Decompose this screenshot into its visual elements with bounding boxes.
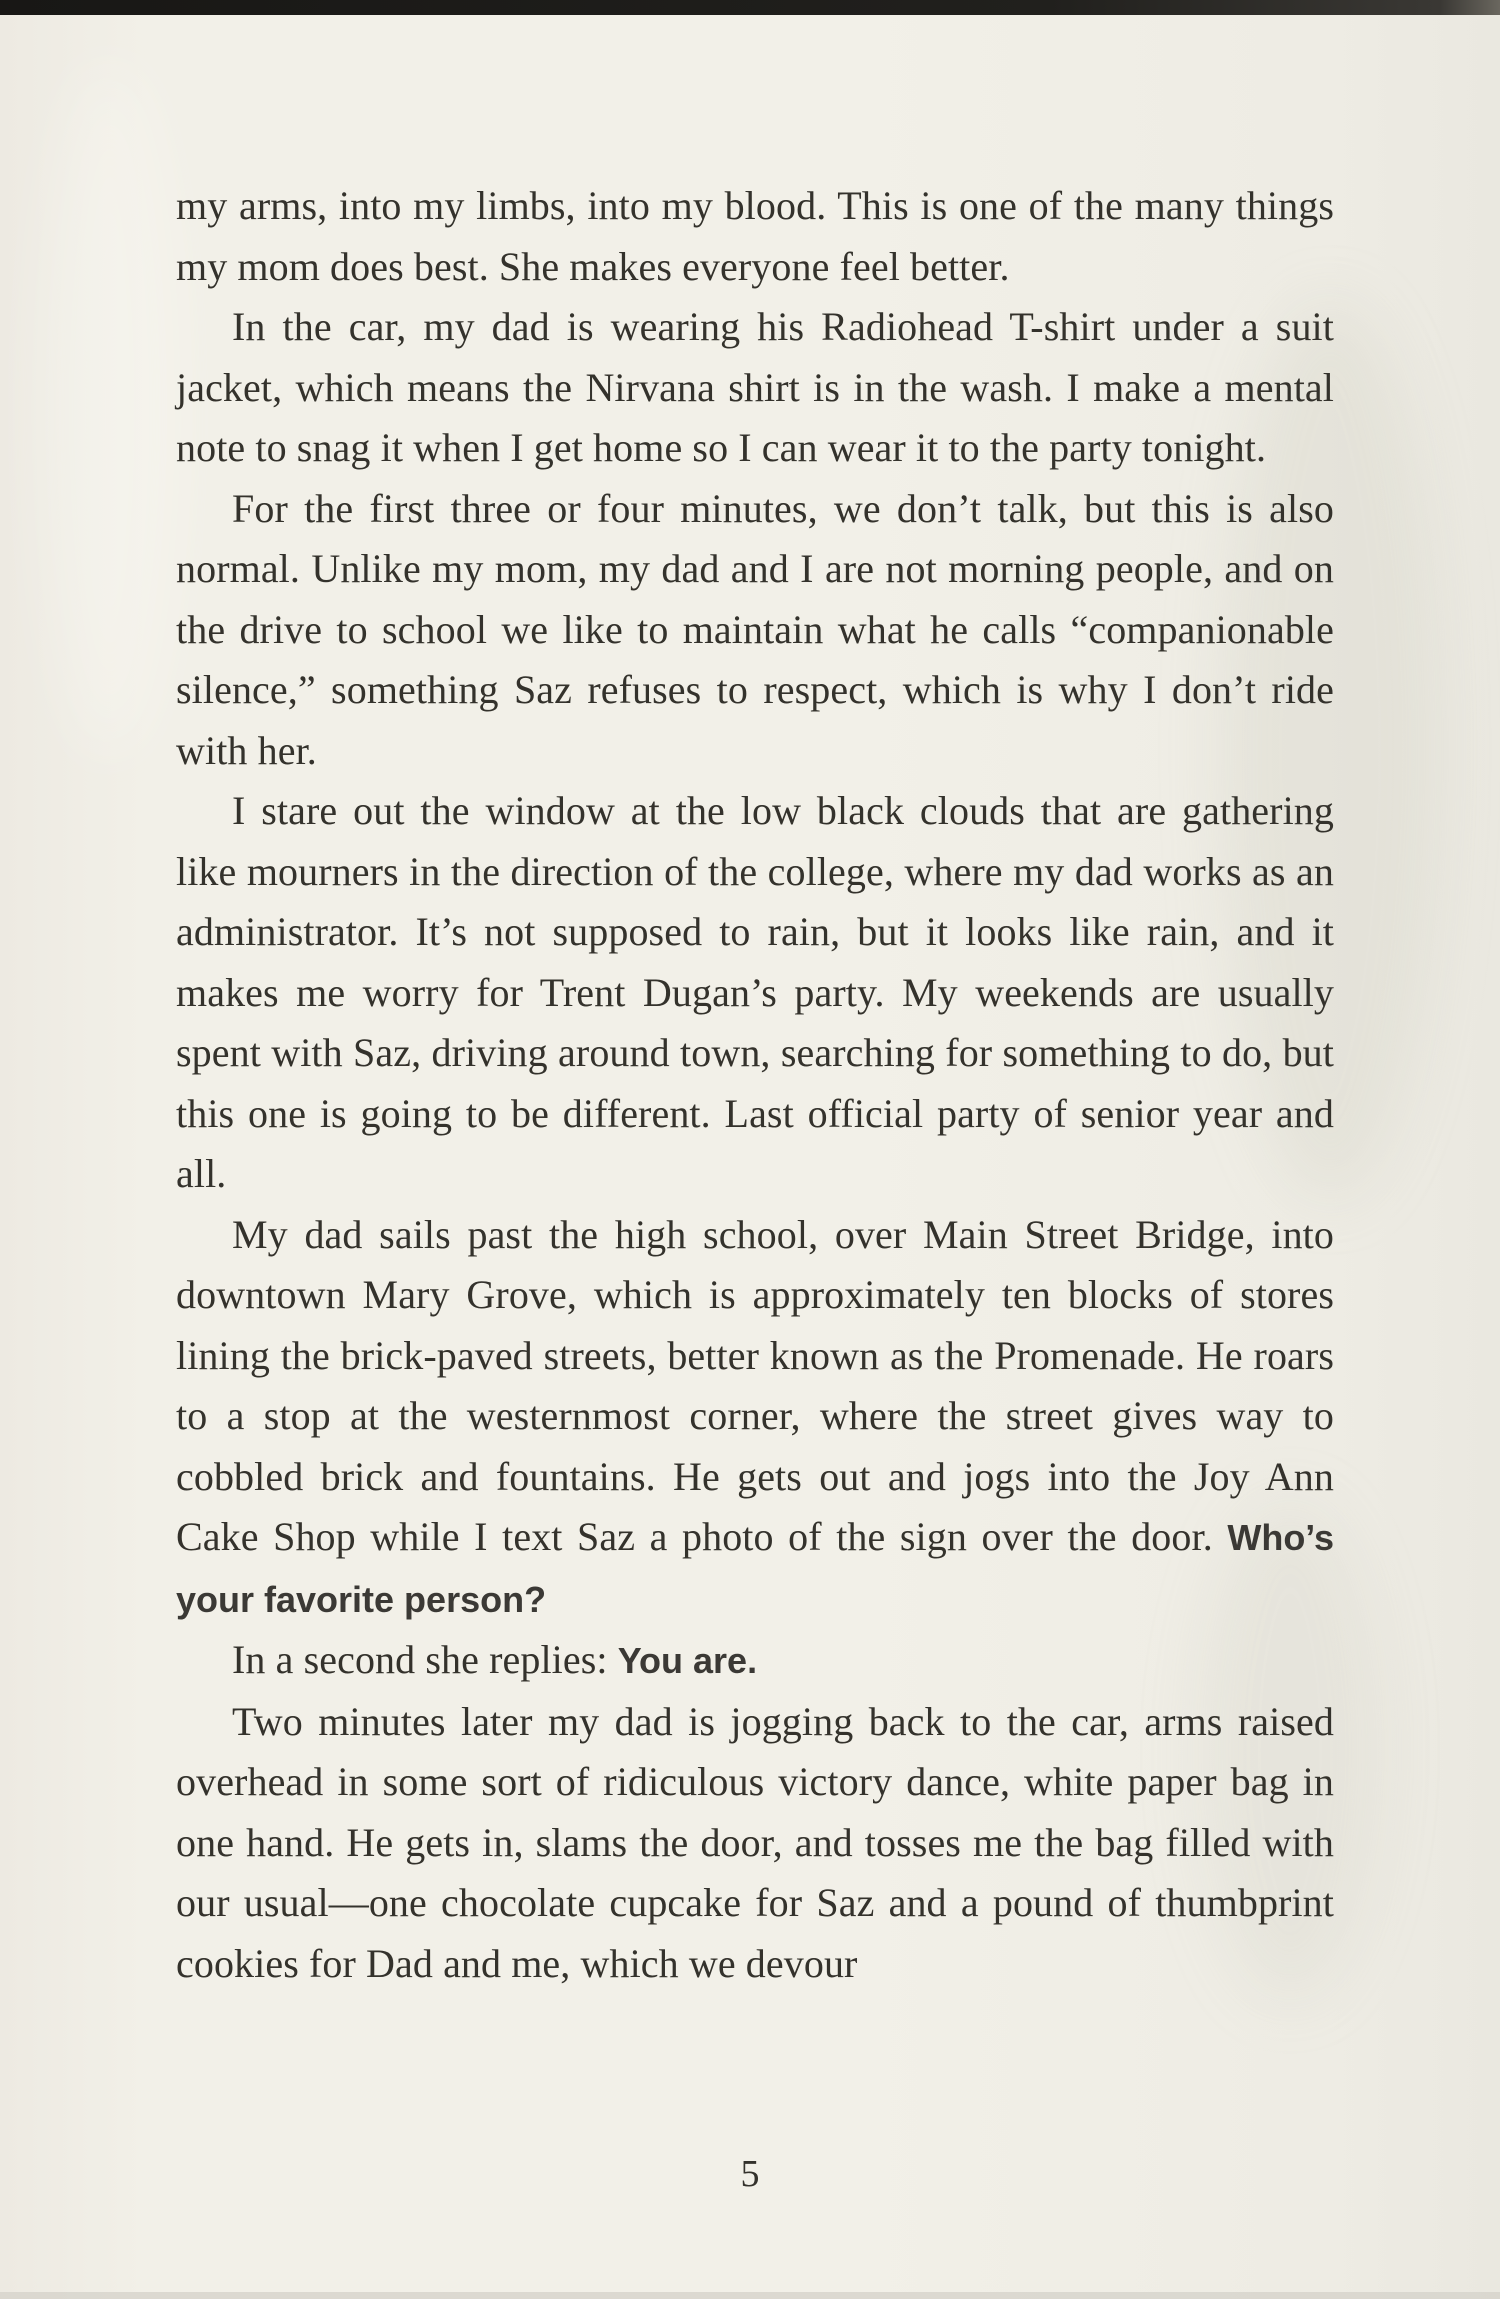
message-text: You are.	[617, 1640, 758, 1681]
scan-edge-bottom	[0, 2292, 1500, 2299]
paragraph	[176, 297, 1334, 479]
paragraph	[176, 176, 1334, 297]
scan-edge-top	[0, 0, 1500, 15]
text-segment: My dad sails past the high school, over Main Street Bridge, into downtown Mary Grove, which is approximately ten blocks of stores lining the brick-paved streets, better known as the Promenade. He roars to a stop at the westernmost corner, where the street gives way to cobbled brick and fountains. He gets out and jogs into the Joy Ann Cake Shop while I text Saz a photo of the sign over the door.	[176, 1211, 1334, 1559]
book-page-text	[176, 176, 1334, 1994]
page-number: 5	[740, 2153, 760, 2195]
text-segment: my arms, into my limbs, into my blood. This is one of the many things my mom does best. She makes everyone feel better.	[176, 183, 1334, 289]
message-text: Who’s your favorite person?	[176, 1517, 1334, 1620]
paragraph	[176, 479, 1334, 782]
paper-mottle	[40, 60, 180, 760]
paragraph	[176, 1205, 1334, 1631]
paragraph	[176, 1692, 1334, 1995]
text-segment: Two minutes later my dad is jogging back to the car, arms raised overhead in some sort of ridiculous victory dance, white paper bag in one hand. He gets in, slams the door, and tosses me the bag filled with our usual—one chocolate cupcake for Saz and a pound of thumbprint cookies for Dad and me, which we devour	[176, 1698, 1334, 1986]
text-segment: In a second she replies:	[232, 1637, 618, 1682]
paragraph	[176, 781, 1334, 1205]
text-segment: For the first three or four minutes, we don’t talk, but this is also normal. Unlike my mom, my dad and I are not morning people, and on the drive to school we like to maintain what he calls “companionable silence,” something Saz refuses to respect, which is why I don’t ride with her.	[176, 485, 1334, 773]
paragraph	[176, 1630, 1334, 1692]
text-segment: In the car, my dad is wearing his Radiohead T-shirt under a suit jacket, which means the Nirvana shirt is in the wash. I make a mental note to snag it when I get home so I can wear it to the party tonight.	[176, 304, 1334, 470]
text-segment: I stare out the window at the low black clouds that are gathering like mourners in the direction of the college, where my dad works as an administrator. It’s not supposed to rain, but it looks like rain, and it makes me worry for Trent Dugan’s party. My weekends are usually spent with Saz, driving around town, searching for something to do, but this one is going to be different. Last official party of senior year and all.	[176, 788, 1334, 1196]
